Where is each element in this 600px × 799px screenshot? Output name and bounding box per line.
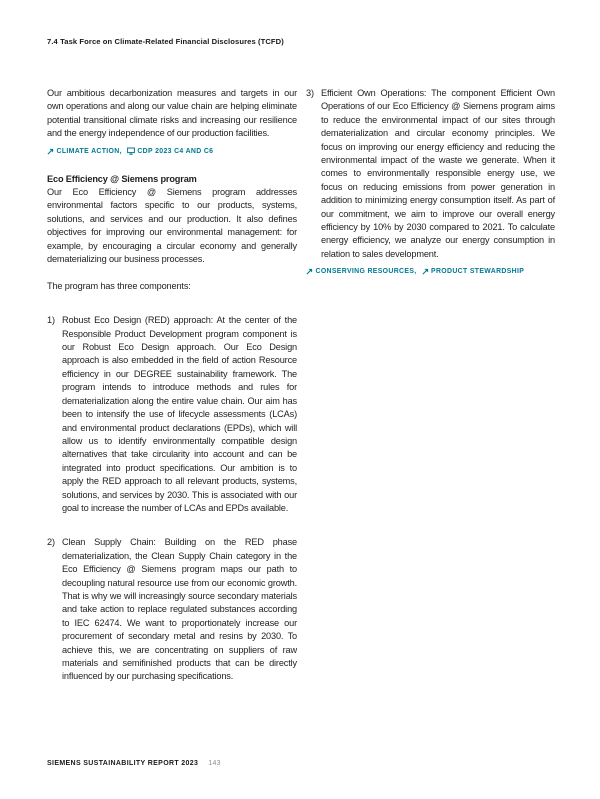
components-lead: The program has three components: (47, 280, 191, 291)
list-item-text: Robust Eco Design (RED) approach: At the center of the Responsible Product Development program component is our Robust Eco Design approach. Our Eco Design approach is also embedded in the field of action Resource efficiency in our DEGREE sustainability framework. The program intends to introduce methods and rules for dematerialization along the entire value chain. Our aim has been to intensify the use of lifecycle assessments (LCAs) and environmental product declarations (EPDs), which will allow us to identify environmentally compatible design alternatives that take circularity into account and can be integrated into product specifications. Our ambition is to apply the RED approach to all relevant products, systems, solutions, and services by 2030. This is associated with our goal to increase the number of LCAs and EPDs available. (62, 315, 297, 513)
list-item-text: Efficient Own Operations: The component Efficient Own Operations of our Eco Efficiency @ Siemens program aims to reduce the environmental impact of our sites through dematerialization and circular economy principles. We focus on improving our energy efficiency and reducing the environmental impact of the waste we generate. When it comes to environmentally responsible energy use, we focus on reducing emissions from power generation in addition to minimizing energy consumption itself. As part of our commitment, we aim to improve our overall energy efficiency by 10% by 2030 compared to 2021. To calculate energy efficiency, we analyze our energy consumption in relation to sales development. (321, 88, 555, 259)
section-header: 7.4 Task Force on Climate-Related Financial Disclosures (TCFD) (47, 37, 284, 46)
product-stewardship-link-label: PRODUCT STEWARDSHIP (431, 268, 525, 276)
page-footer (47, 760, 221, 767)
list-item (47, 314, 297, 515)
arrow-up-right-icon (422, 268, 429, 275)
arrow-up-right-icon (47, 148, 54, 155)
program-heading: Eco Efficiency @ Siemens program (47, 173, 197, 184)
reference-link-row (47, 147, 297, 156)
cdp-report-link-label: CDP 2023 C4 AND C6 (137, 147, 214, 155)
program-intro-paragraph: Our Eco Efficiency @ Siemens program addresses environmental factors specific to our products, systems, solutions, and services and our production. It also defines objectives for improving our environmental management: for example, by encouraging a circular economy and generally dematerializing our business processes. (47, 187, 297, 265)
list-item (47, 536, 297, 683)
conserving-resources-link-label: CONSERVING RESOURCES, (315, 268, 417, 276)
cdp-report-link[interactable] (127, 147, 214, 156)
climate-action-link[interactable] (47, 147, 122, 156)
list-item (306, 87, 555, 261)
arrow-up-right-icon (306, 268, 313, 275)
right-column (306, 87, 555, 276)
reference-link-row (306, 267, 555, 276)
left-column (47, 87, 297, 684)
climate-action-link-label: CLIMATE ACTION, (56, 147, 122, 155)
footer-report-title: SIEMENS SUSTAINABILITY REPORT 2023 (47, 760, 199, 767)
report-icon (127, 147, 135, 155)
footer-page-number: 143 (208, 760, 221, 767)
product-stewardship-link[interactable] (422, 267, 525, 276)
list-item-number: 2) (47, 537, 55, 548)
intro-paragraph: Our ambitious decarbonization measures and targets in our own operations and along our value chain are helping eliminate potential transitional climate risks and increasing our resilience and the energy independence of our production facilities. (47, 88, 297, 139)
conserving-resources-link[interactable] (306, 267, 417, 276)
list-item-text: Clean Supply Chain: Building on the RED phase dematerialization, the Clean Supply Chain category in the Eco Efficiency @ Siemens program maps our path to decoupling natural resource use from our economic growth. That is why we will increasingly source secondary materials and take action to replace regulated substances according to IEC 62474. We want to proportionately increase our procurement of secondary metal and resins by 2030. To achieve this, we are concentrating on suppliers of raw materials and semifinished products that can be directly influenced by our purchasing specifications. (62, 537, 297, 682)
list-item-number: 3) (306, 88, 314, 98)
list-item-number: 1) (47, 315, 55, 326)
